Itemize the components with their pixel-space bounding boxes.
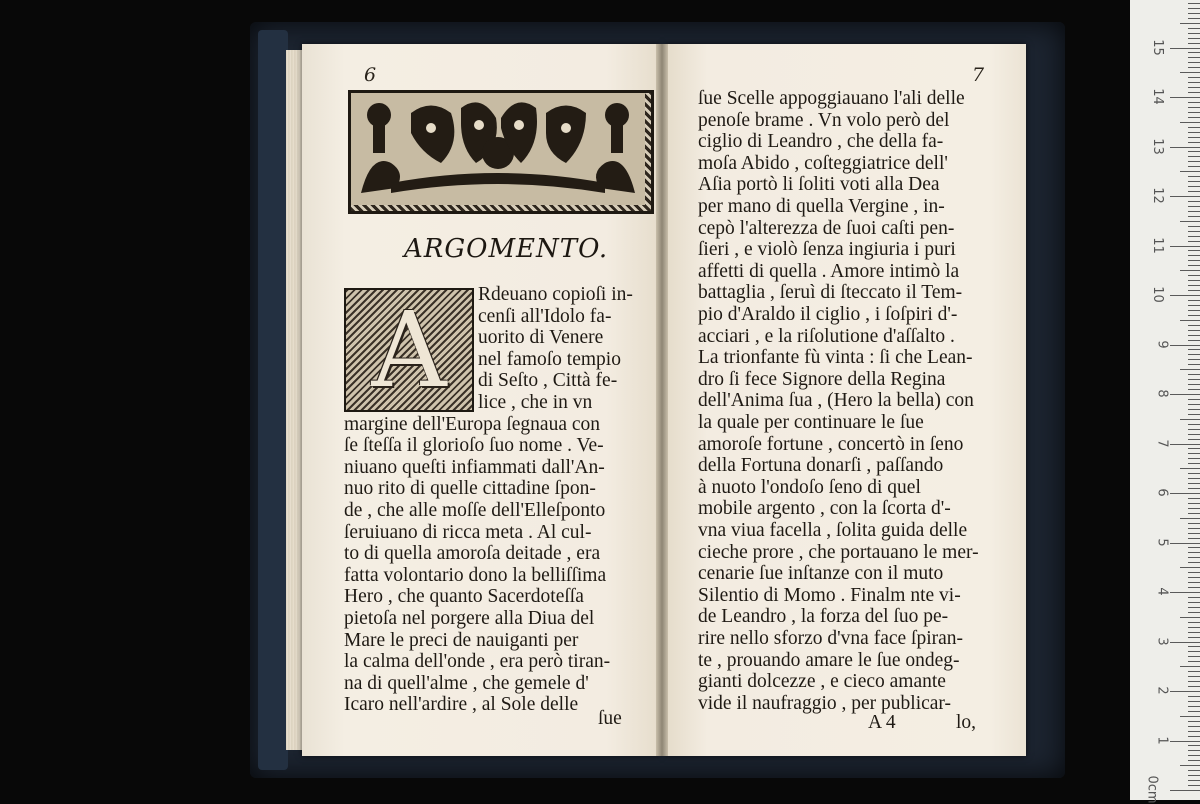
- ruler-tick: [1188, 503, 1200, 504]
- ruler-tick: [1188, 473, 1200, 474]
- ruler-label: 9: [1154, 339, 1170, 349]
- ruler-tick: [1188, 112, 1200, 113]
- ruler-tick: [1188, 538, 1200, 539]
- ruler-tick: [1188, 389, 1200, 390]
- ruler-tick: [1188, 424, 1200, 425]
- text-line: Mare le preci de nauiganti per: [344, 629, 579, 651]
- text-line: ſue Scelle appoggiauano l'ali delle: [698, 88, 965, 109]
- ruler-tick: [1188, 711, 1200, 712]
- ruler-tick: [1188, 57, 1200, 58]
- ruler-tick: [1188, 533, 1200, 534]
- ruler-tick: [1188, 275, 1200, 276]
- text-line: dro ſi fece Signore della Regina: [698, 368, 946, 390]
- ruler-tick: [1188, 681, 1200, 682]
- ruler-tick: [1180, 518, 1200, 519]
- ruler-label: 4: [1154, 587, 1170, 596]
- ruler-tick: [1180, 765, 1200, 766]
- ruler-tick: [1188, 132, 1200, 133]
- text-line: na di quell'alme , che gemele d': [344, 672, 589, 694]
- ruler-tick: [1188, 67, 1200, 68]
- ruler-tick: [1170, 295, 1200, 296]
- ruler-tick: [1188, 379, 1200, 380]
- ruler-tick: [1188, 651, 1200, 652]
- text-line: nel famoſo tempio: [478, 348, 621, 370]
- ruler-tick: [1188, 231, 1200, 232]
- ruler-tick: [1188, 18, 1200, 19]
- ruler-tick: [1170, 97, 1200, 98]
- ruler-tick: [1188, 597, 1200, 598]
- ruler-tick: [1188, 780, 1200, 781]
- left-catchword: ſue: [598, 708, 622, 729]
- text-line: penoſe brame . Vn volo però del: [698, 109, 950, 131]
- ruler-tick: [1188, 429, 1200, 430]
- ruler-tick: [1188, 622, 1200, 623]
- ruler-tick: [1170, 196, 1200, 197]
- text-line: moſa Abido , coſteggiatrice dell': [698, 152, 948, 174]
- ruler-tick: [1170, 147, 1200, 148]
- ruler-tick: [1188, 632, 1200, 633]
- ruler-tick: [1188, 404, 1200, 405]
- text-line: vna viua facella , ſolita guida delle: [698, 520, 968, 541]
- ruler-tick: [1180, 221, 1200, 222]
- ruler-tick: [1180, 122, 1200, 123]
- ruler-tick: [1188, 448, 1200, 449]
- ruler-tick: [1188, 770, 1200, 771]
- ruler-tick: [1188, 607, 1200, 608]
- ruler-tick: [1170, 691, 1200, 692]
- ruler-tick: [1170, 48, 1200, 49]
- ruler-tick: [1188, 305, 1200, 306]
- ruler-label: 15: [1150, 38, 1166, 56]
- ruler-tick: [1188, 513, 1200, 514]
- text-line: niuano queſti infiammati dall'An-: [344, 456, 605, 478]
- ruler-tick: [1188, 483, 1200, 484]
- ruler-tick: [1188, 335, 1200, 336]
- ruler-tick: [1180, 369, 1200, 370]
- ruler-tick: [1188, 186, 1200, 187]
- ruler-tick: [1170, 741, 1200, 742]
- ruler-tick: [1188, 547, 1200, 548]
- ruler-tick: [1188, 151, 1200, 152]
- text-line: cepò l'alterezza de ſuoi caſti pen-: [698, 217, 955, 239]
- ruler-tick: [1188, 211, 1200, 212]
- ruler-tick: [1188, 33, 1200, 34]
- text-line: Rdeuano copioſi in-: [478, 284, 633, 305]
- ruler-tick: [1188, 62, 1200, 63]
- ruler-tick: [1188, 602, 1200, 603]
- ruler-label: 1: [1154, 735, 1170, 745]
- ruler-tick: [1180, 468, 1200, 469]
- ruler-tick: [1188, 745, 1200, 746]
- text-line: Icaro nell'ardire , al Sole delle: [344, 694, 579, 716]
- ruler-tick: [1188, 453, 1200, 454]
- ruler-tick: [1180, 270, 1200, 271]
- ruler-tick: [1188, 87, 1200, 88]
- text-line: per mano di quella Vergine , in-: [698, 196, 945, 217]
- ruler-tick: [1188, 577, 1200, 578]
- ruler-tick: [1188, 280, 1200, 281]
- ruler-tick: [1180, 23, 1200, 24]
- ruler-tick: [1188, 166, 1200, 167]
- chapter-title: ARGOMENTO.: [404, 234, 609, 264]
- ruler-tick: [1170, 493, 1200, 494]
- ruler-tick: [1188, 325, 1200, 326]
- book-gutter: [656, 44, 668, 756]
- ruler-tick: [1170, 444, 1200, 445]
- text-line: ſieri , e violò ſenza ingiuria i puri: [698, 239, 956, 261]
- ruler-tick: [1188, 706, 1200, 707]
- ruler-tick: [1188, 750, 1200, 751]
- signature-mark: A 4: [868, 712, 896, 733]
- ruler-tick: [1188, 434, 1200, 435]
- text-line: cieche prore , che portauano le mer-: [698, 541, 979, 563]
- text-line: ſe ſteſſa il glorioſo ſuo nome . Ve-: [344, 435, 604, 457]
- ruler-tick: [1188, 354, 1200, 355]
- text-line: la quale per continuare le ſue: [698, 412, 924, 433]
- ruler-tick: [1188, 661, 1200, 662]
- text-line: to di quella amoroſa deitade , era: [344, 543, 601, 565]
- ruler-tick: [1188, 587, 1200, 588]
- ruler-tick: [1180, 567, 1200, 568]
- ruler-label: 11: [1150, 236, 1166, 254]
- ruler-label: 6: [1154, 488, 1170, 497]
- ruler-tick: [1188, 156, 1200, 157]
- text-line: fatta volontario dono la belliſſima: [344, 564, 607, 586]
- ruler-tick: [1188, 176, 1200, 177]
- text-line: la calma dell'onde , era però tiran-: [344, 651, 611, 673]
- ruler-tick: [1188, 439, 1200, 440]
- measurement-ruler: [1130, 0, 1200, 804]
- text-line: rire nello sforzo d'vna face ſpiran-: [698, 628, 964, 649]
- text-line: pio d'Araldo il ciglio , i ſoſpiri d'-: [698, 304, 958, 325]
- ruler-tick: [1188, 686, 1200, 687]
- ruler-tick: [1188, 557, 1200, 558]
- decorated-drop-capital: [344, 288, 474, 412]
- ruler-label: 13: [1150, 137, 1166, 155]
- ruler-tick: [1188, 349, 1200, 350]
- text-line: mobile argento , con la ſcorta d'-: [698, 498, 951, 520]
- ruler-tick: [1188, 627, 1200, 628]
- text-line: gianti dolcezze , e cieco amante: [698, 671, 946, 693]
- ruler-tick: [1188, 572, 1200, 573]
- ruler-tick: [1188, 52, 1200, 53]
- ruler-label: 8: [1154, 389, 1170, 398]
- ruler-tick: [1188, 250, 1200, 251]
- ruler-tick: [1188, 315, 1200, 316]
- ruler-tick: [1188, 656, 1200, 657]
- ruler-tick: [1188, 127, 1200, 128]
- ruler-tick: [1188, 241, 1200, 242]
- ruler-label: 7: [1154, 438, 1170, 448]
- text-line: amoroſe fortune , concertò in ſeno: [698, 433, 964, 455]
- ruler-tick: [1188, 260, 1200, 261]
- text-line: de Leandro , la forza del ſuo pe-: [698, 606, 949, 628]
- ruler-tick: [1188, 508, 1200, 509]
- drop-capital-letter: A: [371, 289, 447, 411]
- ruler-tick: [1188, 236, 1200, 237]
- ruler-tick: [1188, 340, 1200, 341]
- ruler-tick: [1170, 246, 1200, 247]
- ruler-tick: [1188, 102, 1200, 103]
- text-line: Silentio di Momo . Finalm nte vi-: [698, 584, 961, 606]
- ruler-label: 0cm: [1144, 775, 1160, 804]
- woodcut-headpiece-ornament: [348, 90, 654, 214]
- ruler-tick: [1188, 721, 1200, 722]
- text-line: à nuoto l'ondoſo ſeno di quel: [698, 476, 921, 498]
- text-line: affetti di quella . Amore intimò la: [698, 260, 960, 282]
- ruler-tick: [1188, 3, 1200, 4]
- ruler-tick: [1180, 320, 1200, 321]
- ruler-tick: [1188, 142, 1200, 143]
- text-line: Aſia portò li ſoliti voti alla Dea: [698, 174, 940, 196]
- ruler-tick: [1188, 726, 1200, 727]
- ruler-tick: [1188, 582, 1200, 583]
- ruler-tick: [1188, 384, 1200, 385]
- ruler-tick: [1188, 414, 1200, 415]
- ruler-tick: [1188, 646, 1200, 647]
- ruler-label: 12: [1150, 187, 1166, 204]
- ruler-tick: [1170, 394, 1200, 395]
- ruler-label: 2: [1154, 686, 1170, 695]
- text-line: dell'Anima ſua , (Hero la bella) con: [698, 390, 974, 412]
- ruler-tick: [1188, 755, 1200, 756]
- ruler-label: 10: [1150, 286, 1166, 303]
- ruler-tick: [1188, 364, 1200, 365]
- ruler-tick: [1188, 399, 1200, 400]
- ruler-tick: [1188, 255, 1200, 256]
- ruler-tick: [1188, 552, 1200, 553]
- ruler-tick: [1180, 666, 1200, 667]
- ruler-tick: [1188, 701, 1200, 702]
- ruler-tick: [1188, 300, 1200, 301]
- ruler-tick: [1170, 345, 1200, 346]
- ruler-tick: [1188, 637, 1200, 638]
- ruler-tick: [1170, 790, 1200, 791]
- ruler-tick: [1180, 716, 1200, 717]
- ruler-tick: [1188, 216, 1200, 217]
- left-page-number: 6: [364, 64, 377, 86]
- ruler-tick: [1188, 92, 1200, 93]
- ruler-tick: [1180, 419, 1200, 420]
- ruler-tick: [1188, 463, 1200, 464]
- ruler-label: 14: [1150, 88, 1166, 105]
- text-line: lice , che in vn: [478, 392, 593, 413]
- ruler-tick: [1188, 181, 1200, 182]
- ruler-tick: [1188, 775, 1200, 776]
- ruler-tick: [1188, 498, 1200, 499]
- ruler-tick: [1188, 137, 1200, 138]
- right-page-number: 7: [972, 64, 985, 86]
- ruler-tick: [1188, 478, 1200, 479]
- text-line: di Seſto , Città fe-: [478, 370, 618, 392]
- ruler-tick: [1188, 82, 1200, 83]
- ruler-tick: [1188, 528, 1200, 529]
- ruler-tick: [1188, 38, 1200, 39]
- book-cover-edge: [258, 30, 288, 770]
- ruler-tick: [1188, 117, 1200, 118]
- ruler-tick: [1188, 285, 1200, 286]
- ruler-tick: [1188, 226, 1200, 227]
- ruler-tick: [1188, 290, 1200, 291]
- ruler-tick: [1188, 785, 1200, 786]
- text-line: pietoſa nel porgere alla Diua del: [344, 608, 595, 629]
- ruler-tick: [1188, 191, 1200, 192]
- ruler-tick: [1188, 43, 1200, 44]
- text-line: cenſi all'Idolo fa-: [478, 305, 612, 327]
- ruler-tick: [1188, 562, 1200, 563]
- ruler-tick: [1188, 676, 1200, 677]
- text-line: de , che alle moſſe dell'Elleſponto: [344, 500, 606, 521]
- ruler-tick: [1188, 77, 1200, 78]
- ruler-tick: [1188, 374, 1200, 375]
- ruler-tick: [1188, 458, 1200, 459]
- text-line: La trionfante fù vinta : ſi che Lean-: [698, 347, 973, 369]
- ruler-tick: [1188, 28, 1200, 29]
- text-line: uorito di Venere: [478, 327, 604, 349]
- text-line: acciari , e la riſolutione d'aſſalto .: [698, 325, 955, 347]
- text-line: nuo rito di quelle cittadine ſpon-: [344, 478, 596, 500]
- ruler-tick: [1188, 107, 1200, 108]
- ruler-tick: [1170, 592, 1200, 593]
- ruler-tick: [1180, 171, 1200, 172]
- ruler-tick: [1188, 310, 1200, 311]
- right-catchword: lo,: [956, 712, 977, 733]
- ruler-tick: [1188, 671, 1200, 672]
- ruler-tick: [1188, 760, 1200, 761]
- ruler-tick: [1188, 13, 1200, 14]
- ruler-tick: [1188, 488, 1200, 489]
- ruler-tick: [1188, 731, 1200, 732]
- ruler-tick: [1170, 642, 1200, 643]
- ruler-tick: [1188, 265, 1200, 266]
- ruler-tick: [1180, 617, 1200, 618]
- ruler-tick: [1188, 206, 1200, 207]
- ruler-tick: [1188, 201, 1200, 202]
- text-line: vide il naufraggio , per publicar-: [698, 692, 952, 714]
- ruler-tick: [1188, 409, 1200, 410]
- ruler-tick: [1188, 696, 1200, 697]
- text-line: te , prouando amare le ſue ondeg-: [698, 649, 960, 671]
- ruler-tick: [1180, 72, 1200, 73]
- ruler-tick: [1188, 161, 1200, 162]
- text-line: ciglio di Leandro , che della fa-: [698, 131, 944, 153]
- ruler-tick: [1188, 330, 1200, 331]
- ruler-label: 3: [1154, 636, 1170, 646]
- ruler-tick: [1188, 736, 1200, 737]
- ruler-tick: [1170, 543, 1200, 544]
- text-line: margine dell'Europa ſegnaua con: [344, 413, 601, 435]
- ruler-label: 5: [1154, 537, 1170, 547]
- text-line: battaglia , ſeruì di ſteccato il Tem-: [698, 282, 963, 304]
- ruler-tick: [1188, 8, 1200, 9]
- ruler-tick: [1188, 612, 1200, 613]
- text-line: della Fortuna donarſi , paſſando: [698, 455, 944, 477]
- ruler-tick: [1188, 359, 1200, 360]
- ruler-tick: [1188, 523, 1200, 524]
- text-line: ſeruiuano di ricca meta . Al cul-: [344, 521, 592, 543]
- text-line: cenarie ſue inſtanze con il muto: [698, 563, 944, 585]
- text-line: Hero , che quanto Sacerdoteſſa: [344, 586, 584, 608]
